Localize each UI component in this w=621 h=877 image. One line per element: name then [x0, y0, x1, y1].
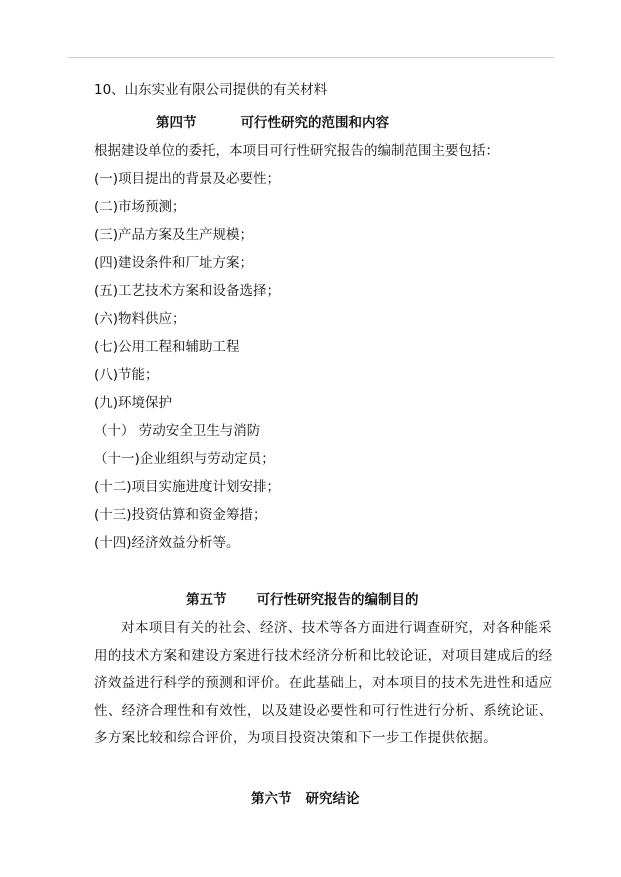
- scope-item: （十） 劳动安全卫生与消防: [94, 423, 261, 439]
- scope-item: (三)产品方案及生产规模；: [94, 227, 254, 243]
- scope-item: (九)环境保护: [94, 395, 173, 411]
- section-5-heading: [186, 591, 419, 609]
- section-5-paragraph: 对本项目有关的社会、经济、技术等各方面进行调查研究，对各种能采用的技术方案和建设方案进行技术经济分析和比较论证，对项目建成后的经济效益进行科学的预测和评价。在此基础上，对本项目的技术先进性和适应性、经济合理性和有效性，以及建设必要性和可行性进行分析、系统论证、多方案比较和综合评价，为项目投资决策和下一步工作提供依据。: [94, 620, 553, 746]
- scope-item: (七)公用工程和辅助工程: [94, 339, 240, 355]
- section-4-heading: [156, 114, 389, 132]
- scope-item: (十二)项目实施进度计划安排；: [94, 479, 281, 495]
- section-5-number: 第五节: [186, 592, 227, 608]
- section-4-number: 第四节: [156, 115, 197, 131]
- scope-item: (二)市场预测；: [94, 199, 186, 215]
- scope-item: (一)项目提出的背景及必要性；: [94, 171, 281, 187]
- section-6-title: 研究结论: [305, 791, 360, 807]
- scope-item: (五)工艺技术方案和设备选择；: [94, 283, 281, 299]
- scope-item: (八)节能；: [94, 367, 159, 383]
- scope-item: (十四)经济效益分析等。: [94, 535, 240, 551]
- scope-item: (十三)投资估算和资金筹措；: [94, 507, 267, 523]
- section-6-number: 第六节: [251, 791, 292, 807]
- scope-item: (四)建设条件和厂址方案；: [94, 255, 254, 271]
- reference-item-10: 10、山东实业有限公司提供的有关材料: [94, 82, 328, 98]
- scope-item: (六)物料供应；: [94, 311, 186, 327]
- section-4-title: 可行性研究的范围和内容: [240, 115, 389, 131]
- section-5-title: 可行性研究报告的编制目的: [256, 592, 419, 608]
- section-6-heading: [251, 790, 360, 808]
- scope-item: （十一)企业组织与劳动定员；: [94, 451, 275, 467]
- page-header-rule: [68, 57, 554, 58]
- section-4-lead: 根据建设单位的委托，本项目可行性研究报告的编制范围主要包括：: [94, 143, 499, 159]
